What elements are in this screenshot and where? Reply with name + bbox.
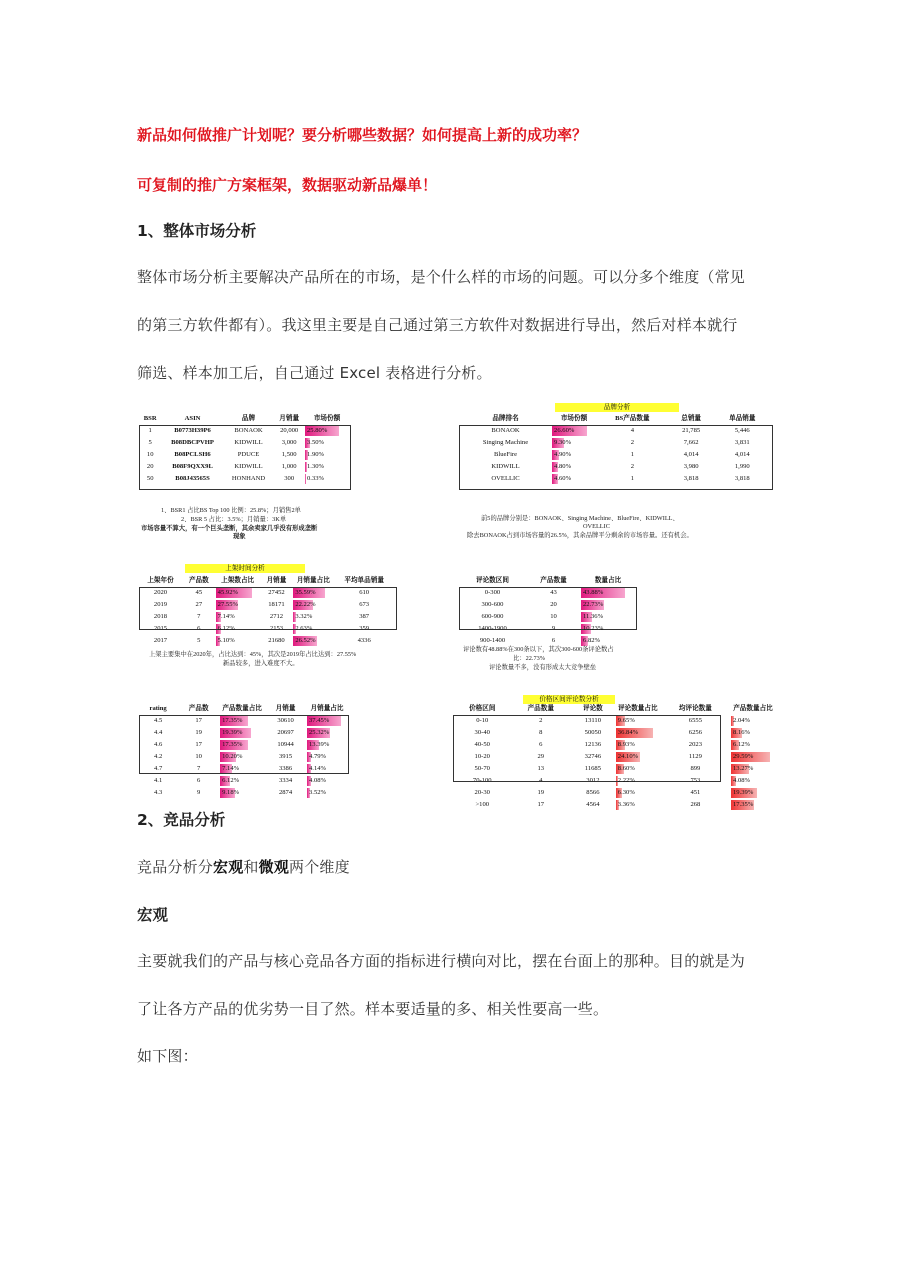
bsr-note-1: 1、BSR1 占比BS Top 100 比例：25.8%；月销售2单 <box>161 507 301 514</box>
bsr-cell: 20 <box>146 463 154 470</box>
launch-header-4: 月销量占比 <box>296 577 330 584</box>
reviews-cell: 11.36% <box>583 613 604 620</box>
bsr-header-0: BSR <box>143 415 157 422</box>
reviews-cell: 1400-1900 <box>478 625 507 632</box>
rating-cell: 13.39% <box>309 741 330 748</box>
bsr-cell: KIDWILL <box>234 439 263 446</box>
table-row <box>139 635 395 647</box>
price-header-2: 评论数 <box>583 705 603 712</box>
price-cell: 2023 <box>688 741 702 748</box>
launch-cell: 359 <box>359 625 370 632</box>
rating-cell: 4.6 <box>154 741 163 748</box>
rating-cell: 7 <box>197 765 201 772</box>
bsr-cell: 5 <box>148 439 152 446</box>
brand-cell: 4,014 <box>734 451 750 458</box>
launch-cell: 5.10% <box>217 637 235 644</box>
rating-cell: 30610 <box>277 717 294 724</box>
launch-cell: 7 <box>197 613 201 620</box>
macro-subtitle: 宏观 <box>137 906 169 924</box>
bsr-cell: B08PCLSH6 <box>174 451 211 458</box>
bsr-cell: B08DBCPVHP <box>171 439 214 446</box>
rating-header-1: 产品数 <box>188 705 209 712</box>
reviews-header-0: 评论数区间 <box>476 577 509 584</box>
launch-cell: 2153 <box>269 625 284 632</box>
reviews-cell: 10.23% <box>583 625 604 632</box>
price-cell: 50050 <box>584 729 602 736</box>
rating-cell: 19.39% <box>220 727 264 739</box>
launch-cell: 7.14% <box>217 613 235 620</box>
macro-line1: 主要就我们的产品与核心竞品各方面的指标进行横向对比，摆在台面上的那种。目的就是为 <box>137 952 746 970</box>
rating-cell: 17.35% <box>220 715 264 727</box>
price-cell: 9.65% <box>617 717 635 724</box>
price-cell: 4564 <box>586 801 600 808</box>
brand-cell: KIDWILL <box>491 463 520 470</box>
section1-line1: 整体市场分析主要解决产品所在的市场，是个什么样的市场的问题。可以分多个维度（常见 <box>137 268 746 286</box>
macro-line2: 了让各方产品的优劣势一目了然。样本要适量的多、相关性要高一些。 <box>137 1000 609 1018</box>
price-cell: 6256 <box>688 729 702 736</box>
rating-cell: 19 <box>195 729 202 736</box>
price-cell: 3012 <box>586 777 600 784</box>
reviews-cell: 43 <box>550 589 557 596</box>
table-row <box>453 787 775 799</box>
launch-header-2: 上架数占比 <box>221 577 255 584</box>
bsr-cell: B08J43565S <box>175 475 210 482</box>
launch-cell: 27452 <box>268 589 285 596</box>
launch-cell: 2017 <box>153 637 168 644</box>
brand-cell: 4.80% <box>554 463 572 470</box>
price-cell: 17 <box>537 801 545 808</box>
bsr-cell: B0773H39P6 <box>174 427 211 434</box>
price-cell: 753 <box>690 777 701 784</box>
price-cell: 13110 <box>584 717 602 724</box>
brand-cell: 3,980 <box>683 463 699 470</box>
reviews-cell: 10 <box>550 613 557 620</box>
rating-cell: 17 <box>195 717 202 724</box>
price-cell: 32746 <box>584 753 602 760</box>
launch-header-5: 平均单品销量 <box>344 577 384 584</box>
bsr-note-4: 现象 <box>233 533 246 540</box>
launch-cell: 387 <box>359 613 370 620</box>
bsr-cell: HONHAND <box>231 475 266 482</box>
price-header-0: 价格区间 <box>469 705 496 712</box>
reviews-header-1: 产品数量 <box>540 577 567 584</box>
launch-cell: 45 <box>195 589 203 596</box>
brand-cell: 1 <box>630 475 634 482</box>
brand-note-3: 除去BONAOK占到市场容量的26.5%，其余品牌平分剩余的市场容量。还有机会。 <box>467 532 693 539</box>
bsr-cell: 1.90% <box>307 451 325 458</box>
bsr-cell: 25.80% <box>305 425 349 437</box>
section1-title: 1、整体市场分析 <box>137 222 257 240</box>
launch-cell: 35.59% <box>293 587 333 599</box>
price-cell: 6555 <box>688 717 702 724</box>
bsr-cell: 1 <box>148 427 152 434</box>
launch-cell: 4336 <box>357 637 371 644</box>
brand-cell: 21,785 <box>682 427 701 434</box>
reviews-note-3: 评论数量不多，没有形成太大竞争壁垒 <box>489 664 597 671</box>
rating-cell: 37.45% <box>307 715 347 727</box>
price-cell: 8 <box>539 729 543 736</box>
price-cell: 6 <box>539 741 543 748</box>
rating-cell: 4.2 <box>154 753 163 760</box>
price-cell: 0-10 <box>476 717 489 724</box>
rating-cell: 6.12% <box>222 777 240 784</box>
launch-cell: 2.63% <box>295 625 313 632</box>
table-row <box>139 775 347 787</box>
rating-header-4: 月销量占比 <box>310 705 344 712</box>
reviews-cell: 900-1400 <box>479 637 506 644</box>
launch-cell: 6 <box>197 625 201 632</box>
brand-cell: 4,014 <box>683 451 699 458</box>
rating-cell: 4.1 <box>154 777 163 784</box>
price-header-3: 评论数量占比 <box>618 705 658 712</box>
launch-header-1: 产品数 <box>188 577 209 584</box>
launch-cell: 2019 <box>153 601 168 608</box>
brand-header-2: BS产品数量 <box>615 415 650 422</box>
rating-cell: 17 <box>195 741 202 748</box>
reviews-note-1: 评论数有48.88%在300条以下，其次300-600条评论数占 <box>463 646 614 653</box>
reviews-header-2: 数量占比 <box>594 577 622 584</box>
price-cell: 70-100 <box>472 777 492 784</box>
brand-cell: 2 <box>630 463 634 470</box>
launch-cell: 26.52% <box>295 637 316 644</box>
price-cell: >100 <box>475 801 490 808</box>
rating-cell: 10.20% <box>222 753 243 760</box>
brand-cell: 1,990 <box>734 463 750 470</box>
bsr-cell: 0.33% <box>307 475 325 482</box>
brand-header-4: 单品销量 <box>729 415 756 422</box>
brand-cell: 1 <box>630 451 634 458</box>
price-cell: 451 <box>690 789 701 796</box>
reviews-cell: 20 <box>550 601 557 608</box>
price-cell: 268 <box>690 801 701 808</box>
reviews-cell: 9 <box>551 625 556 632</box>
rating-cell: 4.7 <box>154 765 163 772</box>
rating-header-0: rating <box>149 705 167 712</box>
price-cell: 2.04% <box>733 717 751 724</box>
brand-cell: 3,831 <box>734 439 750 446</box>
launch-header-3: 月销量 <box>266 577 287 584</box>
price-cell: 40-50 <box>474 741 490 748</box>
bsr-cell: 50 <box>146 475 154 482</box>
price-cell: 20-30 <box>474 789 490 796</box>
price-cell: 11685 <box>584 765 602 772</box>
launch-cell: 2020 <box>153 589 168 596</box>
price-cell: 12136 <box>584 741 602 748</box>
brand-header-0: 品牌排名 <box>492 415 519 422</box>
price-cell: 19.39% <box>731 787 775 799</box>
table-row <box>139 787 347 799</box>
reviews-cell: 0-300 <box>484 589 501 596</box>
rating-cell: 9.18% <box>222 789 240 796</box>
price-cell: 1129 <box>688 753 702 760</box>
rating-cell: 4.3 <box>154 789 163 796</box>
brand-cell: 2 <box>630 439 634 446</box>
price-cell: 6.30% <box>617 789 635 796</box>
rating-cell: 3.52% <box>309 789 327 796</box>
price-cell: 50-70 <box>474 765 490 772</box>
bsr-cell: KIDWILL <box>234 463 263 470</box>
launch-cell: 6.12% <box>217 625 235 632</box>
rating-cell: 6 <box>197 777 201 784</box>
brand-cell: 4.90% <box>554 451 572 458</box>
reviews-cell: 6 <box>551 637 556 644</box>
rating-cell: 9 <box>197 789 201 796</box>
price-cell: 6.12% <box>733 741 751 748</box>
below-caption: 如下图： <box>137 1047 198 1065</box>
price-cell: 13.27% <box>733 765 754 772</box>
rating-cell: 3334 <box>278 777 293 784</box>
price-header-1: 产品数量 <box>527 705 554 712</box>
reviews-cell: 22.73% <box>583 601 604 608</box>
brand-header-3: 总销量 <box>681 415 702 422</box>
brand-header-1: 市场份额 <box>560 415 588 422</box>
rating-cell: 17.35% <box>220 739 264 751</box>
table-row <box>453 799 775 811</box>
launch-cell: 21680 <box>268 637 285 644</box>
price-cell: 29.59% <box>731 751 775 763</box>
bsr-header-3: 月销量 <box>279 415 300 422</box>
launch-note-2: 新品较多，进入难度不大。 <box>223 660 299 667</box>
reviews-cell: 600-900 <box>481 613 504 620</box>
section2-title: 2、竞品分析 <box>137 811 226 829</box>
price-cell: 8566 <box>586 789 600 796</box>
brand-cell: 26.60% <box>552 425 596 437</box>
bsr-cell: PDUCE <box>237 451 260 458</box>
headline-question: 新品如何做推广计划呢？要分析哪些数据？如何提高上新的成功率？ <box>137 126 588 144</box>
bsr-note-2: 2、BSR 5 占比：3.5%；月销量：3K单 <box>181 516 287 523</box>
launch-banner: 上架时间分析 <box>185 564 305 573</box>
bsr-cell: 1,500 <box>281 451 297 458</box>
rating-cell: 2874 <box>278 789 293 796</box>
launch-header-0: 上架年份 <box>147 577 174 584</box>
brand-cell: 4.60% <box>554 475 572 482</box>
brand-cell: BONAOK <box>491 427 520 434</box>
rating-cell: 4.14% <box>309 765 327 772</box>
price-cell: 17.35% <box>733 801 754 808</box>
price-cell: 8.93% <box>617 741 635 748</box>
launch-cell: 18171 <box>268 601 285 608</box>
brand-cell: BlueFire <box>493 451 518 458</box>
brand-note-2: OVELLIC <box>583 523 610 530</box>
price-cell: 10-20 <box>474 753 490 760</box>
bsr-cell: 20,000 <box>280 427 299 434</box>
price-cell: 19 <box>537 789 545 796</box>
bsr-cell: 1.30% <box>307 463 325 470</box>
headline-framework: 可复制的推广方案框架，数据驱动新品爆单！ <box>137 176 438 194</box>
rating-header-3: 月销量 <box>275 705 296 712</box>
brand-cell: 3,818 <box>734 475 750 482</box>
section1-line2: 的第三方软件都有）。我这里主要是自己通过第三方软件对数据进行导出，然后对样本就行 <box>137 316 738 334</box>
launch-note-1: 上架主要集中在2020年，占比达到：45%，其次是2019年占比达到：27.55% <box>149 651 357 658</box>
launch-cell: 5 <box>197 637 201 644</box>
bsr-cell: B08F9QXX9L <box>172 463 213 470</box>
brand-cell: 4 <box>630 427 634 434</box>
rating-cell: 3915 <box>278 753 293 760</box>
price-cell: 29 <box>537 753 545 760</box>
bsr-header-2: 品牌 <box>241 415 256 422</box>
rating-cell: 3386 <box>278 765 293 772</box>
price-cell: 30-40 <box>474 729 490 736</box>
price-banner: 价格区间评论数分析 <box>523 695 615 704</box>
launch-cell: 3.32% <box>295 613 313 620</box>
launch-cell: 45.92% <box>216 587 260 599</box>
price-cell: 24.10% <box>617 753 639 760</box>
brand-cell: 3,818 <box>683 475 699 482</box>
bsr-cell: BONAOK <box>234 427 263 434</box>
price-cell: 4.08% <box>733 777 751 784</box>
brand-cell: 7,662 <box>683 439 699 446</box>
price-cell: 2.22% <box>617 777 635 784</box>
rating-header-2: 产品数量占比 <box>222 705 262 712</box>
reviews-cell: 300-600 <box>481 601 504 608</box>
bsr-cell: 300 <box>284 475 295 482</box>
launch-cell: 27 <box>195 601 203 608</box>
launch-cell: 2712 <box>269 613 284 620</box>
launch-cell: 2018 <box>153 613 168 620</box>
price-cell: 36.84% <box>616 727 660 739</box>
price-header-5: 产品数量占比 <box>733 705 773 712</box>
launch-cell: 673 <box>359 601 370 608</box>
launch-cell: 2015 <box>153 625 168 632</box>
rating-cell: 10944 <box>277 741 294 748</box>
bsr-header-1: ASIN <box>184 415 201 422</box>
reviews-cell: 43.88% <box>581 587 635 599</box>
rating-cell: 10 <box>195 753 202 760</box>
rating-cell: 25.32% <box>309 729 330 736</box>
brand-cell: Singing Machine <box>482 439 529 446</box>
rating-cell: 7.14% <box>222 765 240 772</box>
brand-cell: OVELLIC <box>491 475 520 482</box>
bsr-cell: 3.50% <box>307 439 325 446</box>
rating-cell: 20697 <box>277 729 294 736</box>
launch-cell: 27.55% <box>217 601 238 608</box>
bsr-note-3: 市场容量不算大，有一个巨头垄断，其余卖家几乎没有形成垄断 <box>141 525 318 532</box>
bsr-header-4: 市场份额 <box>313 415 341 422</box>
price-cell: 8.16% <box>733 729 751 736</box>
brand-cell: 5,446 <box>734 427 750 434</box>
brand-banner: 品牌分析 <box>555 403 679 412</box>
price-cell: 3.36% <box>617 801 635 808</box>
bsr-cell: 10 <box>146 451 154 458</box>
brand-note-1: 前5的品牌分别是：BONAOK、Singing Machine、BlueFire、KIDWILL、 <box>481 515 679 522</box>
brand-cell: 9.30% <box>554 439 572 446</box>
section2-intro: 竞品分析分宏观和微观两个维度 <box>137 858 350 876</box>
price-header-4: 均评论数量 <box>678 705 712 712</box>
rating-cell: 4.5 <box>154 717 163 724</box>
bsr-cell: 3,000 <box>281 439 297 446</box>
section1-line3: 筛选、样本加工后，自己通过 Excel 表格进行分析。 <box>137 364 492 382</box>
launch-cell: 22.22% <box>295 601 316 608</box>
launch-cell: 610 <box>359 589 370 596</box>
reviews-note-2: 比：22.73% <box>513 655 546 662</box>
rating-cell: 4.4 <box>154 729 163 736</box>
price-cell: 2 <box>539 717 543 724</box>
rating-cell: 4.79% <box>309 753 327 760</box>
price-cell: 13 <box>537 765 545 772</box>
bsr-cell: 1,000 <box>281 463 297 470</box>
reviews-cell: 6.82% <box>583 637 601 644</box>
price-cell: 4 <box>539 777 543 784</box>
price-cell: 8.60% <box>617 765 635 772</box>
price-cell: 899 <box>690 765 701 772</box>
rating-cell: 4.08% <box>309 777 327 784</box>
market-analysis-spreadsheet <box>137 403 780 808</box>
